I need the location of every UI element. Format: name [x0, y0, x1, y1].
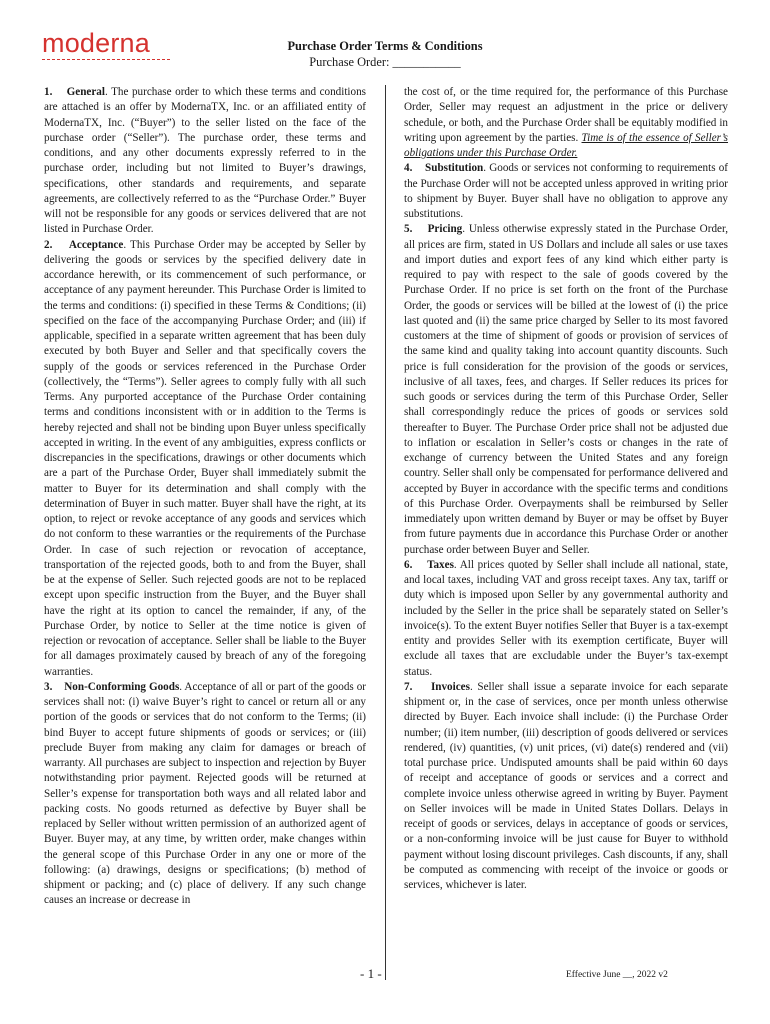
section-number: 1. — [44, 86, 53, 98]
section-general — [44, 85, 366, 238]
section-title: Taxes — [427, 558, 454, 571]
section-title: Substitution — [425, 162, 484, 175]
section-title: Acceptance — [68, 238, 124, 251]
section-title: Non-Conforming Goods — [64, 680, 180, 693]
section-body: the cost of, or the time required for, the performance of this Purchase Order, Seller may request an adjustment in the price or delivery schedule, or both, and the Purchase Order shall be equitably modified in writing upon agreement by the parties. — [404, 86, 728, 144]
section-taxes — [404, 558, 728, 680]
section-number: 7. — [404, 680, 413, 693]
column-divider — [385, 85, 386, 980]
section-non-conforming-goods — [44, 680, 366, 909]
effective-date: Effective June __, 2022 v2 — [566, 970, 668, 980]
document-title: Purchase Order Terms & Conditions — [287, 39, 483, 53]
time-of-essence-clause: Time is of the essence of Seller’s obligations under this Purchase Order. — [404, 131, 729, 159]
section-body: . Seller shall issue a separate invoice for each separate shipment or, in the case of services, once per month unless otherwise directed by Buyer. Each invoice shall include: (i) the Purchase Order number; (ii) item number, (iii) description of goods delivered or services rendered, (iv) quantities, (v) unit prices, (vi) date(s) rendered and (vii) total purchase price. Undisputed amounts shall be paid within 60 days of receipt and acceptance of goods or services and a correct and complete invoice unless otherwise agreed in writing by Buyer. Payment on Seller invoices will be made in United States Dollars. Delays in receipt of goods or services, delays in acceptance of goods or services, or a non-conforming invoice will be just cause for Buyer to withhold payment without losing discount privileges. Cash discounts, if any, shall be computed as commencing with receipt of the invoice or goods or services, whichever is later. — [404, 680, 728, 891]
section-acceptance — [44, 238, 366, 680]
left-column — [44, 85, 366, 909]
section-body: . Goods or services not conforming to requirements of the Purchase Order will not be accepted unless approved in writing prior to shipment by Buyer. Buyer shall have no obligation to approve any substitutions. — [404, 162, 728, 220]
logo-dashed-rule — [42, 59, 170, 60]
section-number: 5. — [404, 223, 413, 236]
logo-wordmark: moderna — [42, 28, 150, 58]
section-body: . This Purchase Order may be accepted by Seller by delivering the goods or services by the specified delivery date in accordance herewith, or its commencement of such performance, or acceptance of any payment hereunder. This Purchase Order is limited to the terms and conditions: (i) specified in these Terms & Conditions; (ii) specified on the face of the accompanying Purchase Order; and (iii) if applicable, specified in a separate written agreement that has been duly executed by both Buyer and Seller and that specifically covers the supply of the goods or services referenced in the Purchase Order (collectively, the “Terms”). Seller agrees to comply fully with all such Terms. Any purported acceptance of the Purchase Order containing terms and conditions inconsistent with or in addition to the Terms is hereby rejected and shall not be binding upon Buyer unless specifically accepted in writing. In the event of any ambiguities, express conflicts or discrepancies in the specifications, drawings or other documents which are a part of the Purchase Order, Buyer shall immediately submit the matter to Buyer for its determination and shall comply with the determination of Buyer in such matter. Buyer shall have the right, at its option, to reject or revoke acceptance of any goods and services which do not conform to these warranties or the requirements of the Purchase Order. In case of such rejection or revocation of acceptance, transportation of the rejected goods, both to and from the Buyer, shall be at the expense of Seller. Such rejected goods are not to be replaced except upon specific instruction from the Buyer, and the Buyer shall have the right at its option to cancel the remainder, if any, of the Purchase Order, by notice to Seller at the time notice is given of rejection or revocation of acceptance. Seller shall be liable to the Buyer for all damages proximately caused by breach of any of the foregoing warranties. — [44, 238, 366, 678]
section-title: Invoices — [430, 680, 470, 693]
section-body: . Acceptance of all or part of the goods or services shall not: (i) waive Buyer’s right to cancel or return all or any portion of the goods or services that do not conform to the Terms; (ii) bind Buyer to accept future shipments of goods or services; or (iii) preclude Buyer from making any claim for damages or breach of warranty. All purchases are subject to inspection and rejection by Buyer notwithstanding prior payment. Rejected goods will be returned at Seller’s expense for transportation both ways and all related labor and packing costs. No goods returned as defective by Buyer shall be replaced by Seller without written permission of an authorized agent of Buyer. Buyer may, at any time, by written order, make changes within the general scope of this Purchase Order in any one or more of the following: (a) drawings, designs or specifications; (b) method of shipment or packing; and (c) place of delivery. If any such change causes an increase or decrease in — [44, 680, 366, 907]
moderna-logo — [42, 30, 182, 60]
section-title: Pricing — [427, 223, 463, 236]
document-header — [200, 38, 570, 70]
section-number: 6. — [404, 558, 413, 571]
section-number: 3. — [44, 680, 53, 693]
section-number: 4. — [404, 162, 413, 175]
purchase-order-number-line: Purchase Order: ___________ — [309, 55, 461, 69]
section-non-conforming-goods-continued — [404, 85, 728, 161]
section-invoices — [404, 680, 728, 894]
section-body: . Unless otherwise expressly stated in the Purchase Order, all prices are firm, stated in US Dollars and include all sales or use taxes and import duties and export fees of any kind which either party is required to pay with respect to the sale of goods covered by the Purchase Order. If no price is set forth on the front of the Purchase Order, the goods or services will be billed at the lowest of (i) the price last quoted and (ii) the same price charged by Seller to its most favored customers at the time of shipment of goods or provision of services of the same kind and quality taking into account quantity discounts. Such price is full consideration for the provision of the goods or services, inclusive of all taxes, fees, and charges. If Seller reduces its prices for such goods or services during the term of this Purchase Order, Seller shall correspondingly reduce the prices of goods or services sold thereafter to Buyer. The Purchase Order price shall not be adjusted due to inflation or escalation in Seller’s costs or changes in the rate of exchange of currency between the United States and any foreign country. Seller shall only be compensated for performance delivered and accepted by Buyer in accordance with the specific terms and conditions of this Purchase Order. Overpayments shall be reimbursed by Seller immediately upon written demand by Buyer or may be offset by Buyer from future payments due in accordance this Purchase Order or another purchase order between Buyer and Seller. — [404, 223, 729, 556]
section-pricing — [404, 222, 728, 558]
right-column — [404, 85, 728, 893]
section-body: . The purchase order to which these terms and conditions are attached is an offer by ModernaTX, Inc. or an affiliated entity of ModernaTX, Inc. (“Buyer”) to the seller listed on the face of the purchase order (“Seller”). The purchase order, these terms and conditions, and any other documents expressly referred to in the purchase order, including but not limited to Buyer’s drawings, specifications, other standards and requirements, and separate agreements, are collectively referred to as the “Purchase Order.” Buyer will not be responsible for any goods or services delivered that are not listed in Purchase Order. — [44, 86, 367, 236]
page-number: - 1 - — [360, 966, 382, 981]
section-title: General — [66, 86, 105, 98]
section-number: 2. — [44, 238, 53, 251]
section-substitution — [404, 161, 728, 222]
section-body: . All prices quoted by Seller shall include all national, state, and local taxes, including VAT and gross receipt taxes. Any tax, tariff or duty which is imposed upon Seller by any governmental authority and included by the Seller in the price shall be separately stated on Seller’s invoice(s). To the extent Buyer notifies Seller that Buyer is a tax-exempt entity and provides Seller with its exemption certificate, Buyer will exclude all taxes that are excludable under the Buyer’s tax-exempt status. — [404, 558, 728, 678]
